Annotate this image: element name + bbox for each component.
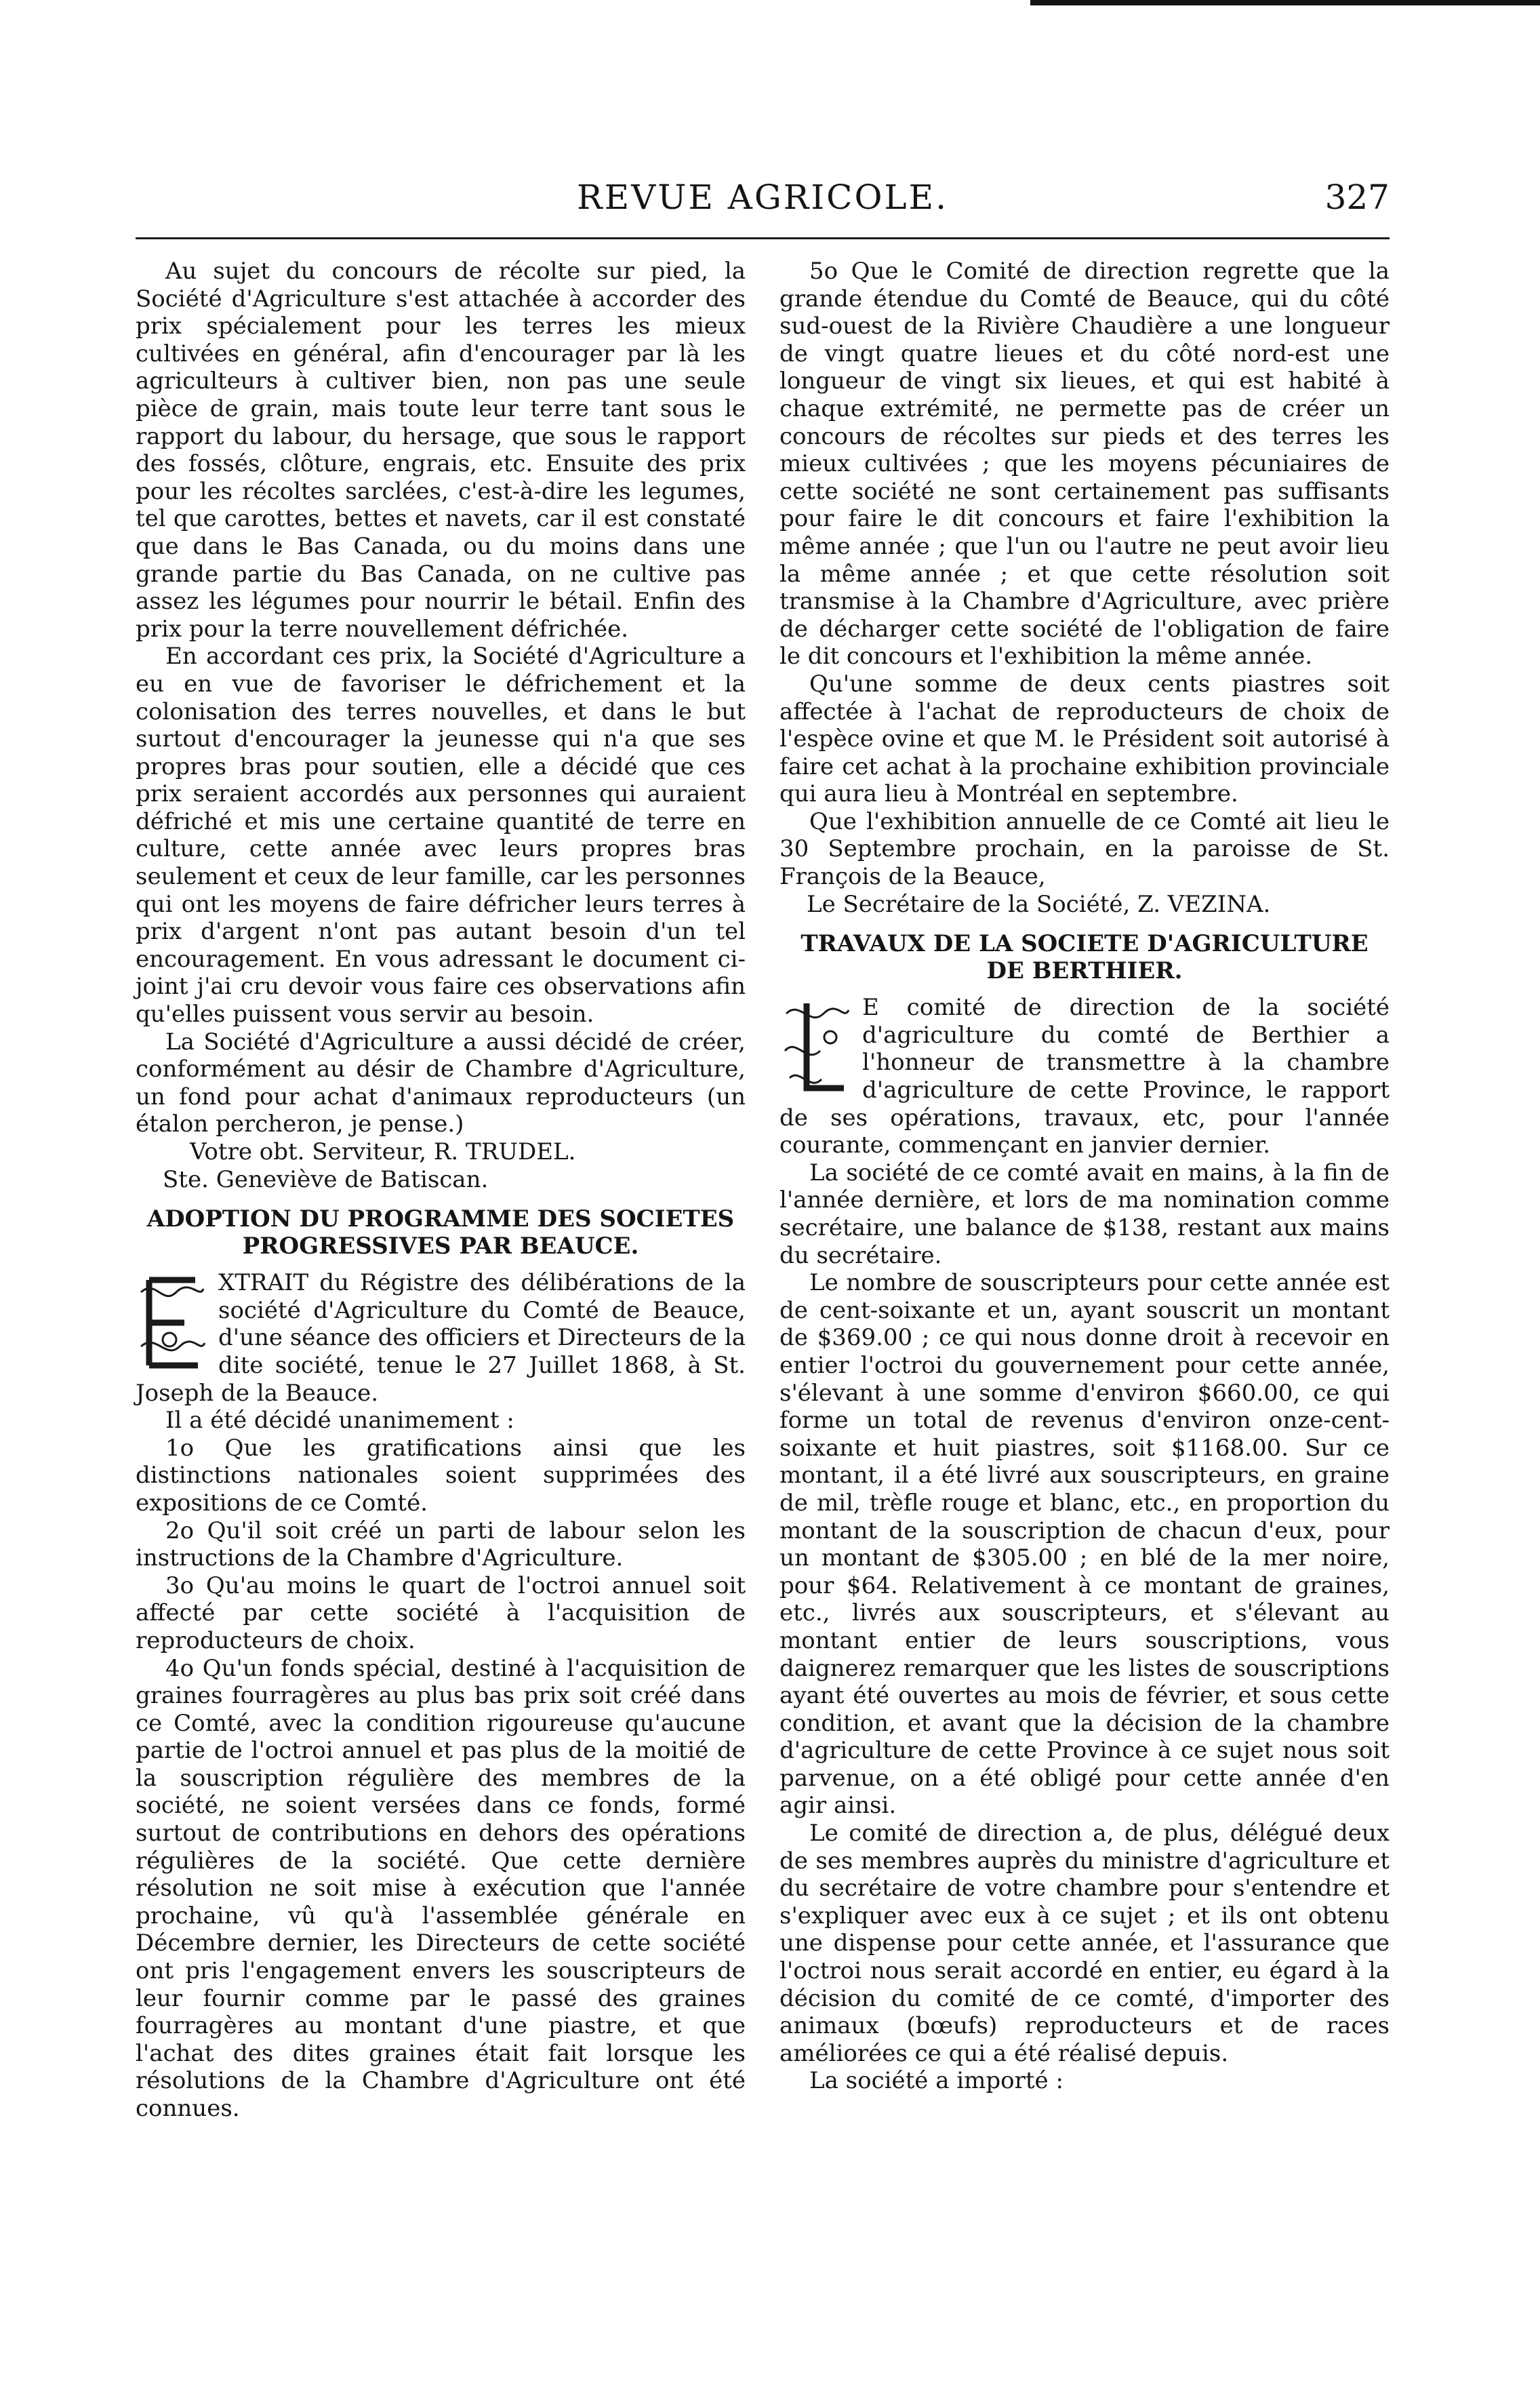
resolution-item: 3o Qu'au moins le quart de l'octroi annuel soit affecté par cette société à l'acquisition de reproducteurs de choix. [136,1572,746,1654]
paragraph: La société a importé : [809,2067,1063,2095]
section-title: TRAVAUX DE LA SOCIETE D'AGRICULTURE DE BERTHIER. [801,930,1369,985]
resolution-item: 5o Que le Comité de direction regrette que la grande étendue du Comté de Beauce, qui du côté sud-ouest de la Rivière Chaudière a une longueur de vingt quatre lieues et du côté nord-est une longueur de vingt six lieues, et qui est habité à chaque extrémité, ne permette pas de créer un concours de récoltes sur pieds et des terres les mieux cultivées ; que les moyens pécuniaires de cette société ne sont certainement pas suffisants pour faire le dit concours et faire l'exhibition la même année ; que l'un ou l'autre ne peut avoir lieu la même année ; et que cette résolution soit transmise à la Chambre d'Agriculture, avec prière de décharger cette société de l'obligation de faire le dit concours et l'exhibition la même année. [779,258,1390,670]
resolution-item: 4o Qu'un fonds spécial, destiné à l'acquisition de graines fourragères au plus bas prix soit créé dans ce Comté, avec la condition rigoureuse qu'aucune partie de l'octroi annuel et pas plus de la moitié de la souscription régulière des membres de la société, ne soient versées dans ce fonds, formé surtout de contributions en dehors des opérations régulières de la société. Que cette dernière résolution ne soit mise à exécution que l'année prochaine, vû qu'à l'assemblée générale en Décembre dernier, les Directeurs de cette société ont pris l'engagement envers les souscripteurs de leur fournir comme par le passé des graines fourragères au montant d'une piastre, et que l'achat des dites graines était fait lorsque les résolutions de la Chambre d'Agriculture ont été connues. [136,1654,746,2122]
resolution-item: 1o Que les gratifications ainsi que les distinctions nationales soient supprimées des expositions de ce Comté. [136,1434,746,1517]
paragraph: La Société d'Agriculture a aussi décidé de créer, conformément au désir de Chambre d'Agriculture, un fond pour achat d'animaux reproducteurs (un étalon percheron, je pense.) [136,1028,746,1138]
report-intro: E comité de direction de la société d'agriculture du comté de Berthier a l'honneur de transmettre à la chambre d'agriculture de cette Province, le rapport de ses opérations, travaux, etc, pour l'année courante, commençant en janvier dernier. [779,994,1390,1159]
resolution-item: 2o Qu'il soit créé un parti de labour selon les instructions de la Chambre d'Agriculture. [136,1517,746,1572]
running-title: REVUE AGRICOLE. [576,178,949,217]
page-number: 327 [1324,178,1390,217]
signature-place: Ste. Geneviève de Batiscan. [163,1165,489,1193]
left-column [136,258,746,2123]
paragraph: Le comité de direction a, de plus, délégué deux de ses membres auprès du ministre d'agriculture et du secrétaire de votre chambre pour s'entendre et s'expliquer avec eux à ce sujet ; et ils ont obtenu une dispense pour cette année, et l'assurance que l'octroi nous serait accordé en entier, eu égard à la décision du comité de ce comté, d'importer des animaux (bœufs) reproducteurs et de races améliorées ce qui a été réalisé depuis. [779,1820,1390,2067]
signature-line: Votre obt. Serviteur, R. TRUDEL. [190,1138,576,1165]
paragraph: En accordant ces prix, la Société d'Agriculture a eu en vue de favoriser le défrichement et la colonisation des terres nouvelles, et dans le but surtout d'encourager la jeunesse qui n'a que ses propres bras pour soutien, elle a décidé que ces prix seraient accordés aux personnes qui auraient défriché et mis une certaine quantité de terre en culture, cette année avec leurs propres bras seulement et ceux de leur famille, car les personnes qui ont les moyens de faire défricher leurs terres à prix d'argent n'ont pas autant besoin d'un tel encouragement. En vous adressant le document ci-joint j'ai cru devoir vous faire ces observations afin qu'elles puissent vous servir au besoin. [136,643,746,1028]
paragraph: Le nombre de souscripteurs pour cette année est de cent-soixante et un, ayant souscrit un montant de $369.00 ; ce qui nous donne droit à recevoir en entier l'octroi du gouvernement pour cette année, s'élevant à une somme d'environ $660.00, ce qui forme un total de revenus d'environ onze-cent-soixante et huit piastres, soit $1168.00. Sur ce montant, il a été livré aux souscripteurs, en graine de mil, trèfle rouge et blanc, etc., en proportion du montant de la souscription de chacun d'eux, pour un montant de $305.00 ; en blé de la mer noire, pour $64. Relativement à ce montant de graines, etc., livrés aux souscripteurs, et s'élevant au montant entier de leurs souscriptions, vous daignerez remarquer que les listes de souscriptions ayant été ouvertes au mois de février, et sous cette condition, et avant que la décision de la chambre d'agriculture de cette Province à ce sujet nous soit parvenue, on a été obligé pour cette année d'en agir ainsi. [779,1269,1390,1820]
right-column [779,258,1390,2095]
extract-intro: XTRAIT du Régistre des délibérations de la société d'Agriculture du Comté de Beauce, d'une séance des officiers et Directeurs de la dite société, tenue le 27 Juillet 1868, à St. Joseph de la Beauce. [136,1269,746,1407]
paragraph: La société de ce comté avait en mains, à la fin de l'année dernière, et lors de ma nomination comme secrétaire, une balance de $138, restant aux mains du secrétaire. [779,1159,1390,1269]
signature-secretary: Le Secrétaire de la Société, Z. VEZINA. [807,890,1271,918]
section-title: ADOPTION DU PROGRAMME DES SOCIETES PROGRESSIVES PAR BEAUCE. [146,1205,735,1260]
paragraph: Qu'une somme de deux cents piastres soit affectée à l'achat de reproducteurs de choix de l'espèce ovine et que M. le Président soit autorisé à faire cet achat à la prochaine exhibition provinciale qui aura lieu à Montréal en septembre. [779,670,1390,808]
top-edge-bar [1030,0,1540,5]
ornamental-initial-e-icon [136,1272,209,1374]
page-header [136,178,1390,225]
paragraph: Il a été décidé unanimement : [165,1407,514,1435]
header-rule [136,237,1390,239]
ornamental-initial-l-icon [779,997,853,1098]
paragraph: Au sujet du concours de récolte sur pied, la Société d'Agriculture s'est attachée à accorder des prix spécialement pour les terres les mieux cultivées en général, afin d'encourager par là les agriculteurs à cultiver bien, non pas une seule pièce de grain, mais toute leur terre tant sous le rapport du labour, du hersage, que sous le rapport des fossés, clôture, engrais, etc. Ensuite des prix pour les récoltes sarclées, c'est-à-dire les legumes, tel que carottes, bettes et navets, car il est constaté que dans le Bas Canada, ou du moins dans une grande partie du Bas Canada, on ne cultive pas assez les légumes pour nourrir le bétail. Enfin des prix pour la terre nouvellement défrichée. [136,258,746,643]
paragraph: Que l'exhibition annuelle de ce Comté ait lieu le 30 Septembre prochain, en la paroisse de St. François de la Beauce, [779,807,1390,891]
